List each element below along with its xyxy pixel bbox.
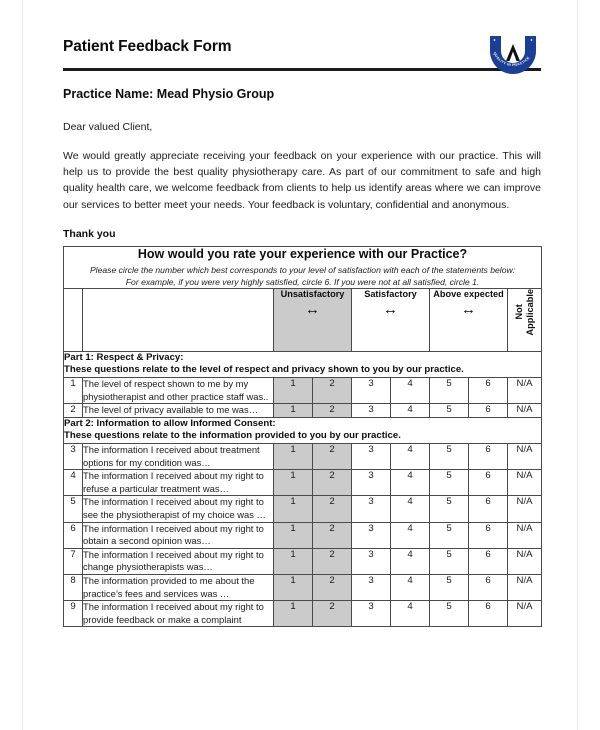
header-number-col (64, 288, 83, 351)
scale-header-above-expected (430, 288, 508, 351)
rating-option-4[interactable]: 4 (391, 574, 430, 600)
question-text: The level of respect shown to me by my physiotherapist and other practice staff was.. (83, 378, 274, 404)
rating-option-2[interactable]: 2 (313, 496, 352, 522)
title-divider (63, 68, 541, 71)
rating-option-1[interactable]: 1 (274, 470, 313, 496)
section-header-row (64, 417, 542, 443)
question-text: The level of privacy available to me was… (83, 404, 274, 418)
quality-in-practice-logo-icon (487, 32, 539, 78)
rating-option-4[interactable]: 4 (391, 496, 430, 522)
survey-instructions-line-1: Please circle the number which best corresponds to your level of satisfaction with each of the statements below: (89, 264, 516, 275)
rating-option-1[interactable]: 1 (274, 601, 313, 627)
section-header-cell (64, 417, 542, 443)
rating-option-4[interactable]: 4 (391, 443, 430, 469)
rating-option-na[interactable]: N/A (508, 470, 542, 496)
rating-option-3[interactable]: 3 (352, 601, 391, 627)
section-title: Part 1: Respect & Privacy: (64, 351, 184, 363)
rating-option-na[interactable]: N/A (508, 443, 542, 469)
question-text: The information I received about treatment options for my condition was… (83, 443, 274, 469)
rating-option-6[interactable]: 6 (469, 496, 508, 522)
rating-option-1[interactable]: 1 (274, 574, 313, 600)
rating-option-3[interactable]: 3 (352, 404, 391, 418)
rating-option-3[interactable]: 3 (352, 378, 391, 404)
survey-heading: How would you rate your experience with our Practice? (137, 246, 468, 261)
rating-option-5[interactable]: 5 (430, 574, 469, 600)
section-subtitle: These questions relate to the level of respect and privacy shown to you by our practice. (64, 364, 464, 376)
survey-instructions-line-2: For example, if you were very highly satisfied, circle 6. If you were not at all satisfied, circle 1. (125, 276, 480, 287)
intro-paragraph: We would greatly appreciate receiving your feedback on your experience with our practice. This will help us to provide the best quality physiotherapy care. As part of our commitment to safe and high quality health care, we welcome feedback from clients to help us identify areas where we can improve our services to better meet your needs. Your feedback is voluntary, confidential and anonymous. (63, 150, 541, 211)
table-row (64, 548, 542, 574)
closing-text: Thank you (63, 227, 116, 240)
scale-header-label: Satisfactory (364, 288, 417, 299)
table-row (64, 522, 542, 548)
rating-option-4[interactable]: 4 (391, 470, 430, 496)
scale-header-label: Above expected (433, 288, 504, 299)
rating-option-1[interactable]: 1 (274, 496, 313, 522)
double-arrow-icon: ↔ (305, 300, 320, 318)
rating-option-5[interactable]: 5 (430, 404, 469, 418)
double-arrow-icon: ↔ (383, 300, 398, 318)
question-text: The information I received about my right to obtain a second opinion was… (83, 522, 274, 548)
rating-option-4[interactable]: 4 (391, 378, 430, 404)
table-row (64, 404, 542, 418)
rating-option-1[interactable]: 1 (274, 548, 313, 574)
rating-option-na[interactable]: N/A (508, 404, 542, 418)
document-header (63, 0, 541, 68)
rating-option-na[interactable]: N/A (508, 574, 542, 600)
question-number: 6 (64, 522, 83, 548)
rating-option-5[interactable]: 5 (430, 378, 469, 404)
question-number: 7 (64, 548, 83, 574)
rating-option-6[interactable]: 6 (469, 404, 508, 418)
table-row (64, 443, 542, 469)
question-number: 9 (64, 601, 83, 627)
rating-option-2[interactable]: 2 (313, 470, 352, 496)
question-text: The information I received about my right to see the physiotherapist of my choice was … (83, 496, 274, 522)
rating-option-6[interactable]: 6 (469, 443, 508, 469)
na-label-line-2: Applicable (524, 288, 535, 336)
rating-option-5[interactable]: 5 (430, 601, 469, 627)
rating-option-6[interactable]: 6 (469, 522, 508, 548)
rating-option-4[interactable]: 4 (391, 601, 430, 627)
rating-option-4[interactable]: 4 (391, 548, 430, 574)
rating-option-na[interactable]: N/A (508, 601, 542, 627)
question-number: 5 (64, 496, 83, 522)
survey-title-cell (64, 246, 542, 288)
page-content (63, 0, 541, 627)
rating-option-1[interactable]: 1 (274, 378, 313, 404)
rating-option-4[interactable]: 4 (391, 404, 430, 418)
question-number: 8 (64, 574, 83, 600)
table-row (64, 574, 542, 600)
rating-option-3[interactable]: 3 (352, 496, 391, 522)
question-text: The information provided to me about the practice’s fees and services was … (83, 574, 274, 600)
rating-option-6[interactable]: 6 (469, 574, 508, 600)
question-number: 1 (64, 378, 83, 404)
scale-header-satisfactory (352, 288, 430, 351)
rating-option-5[interactable]: 5 (430, 443, 469, 469)
scale-header-unsatisfactory (274, 288, 352, 351)
rating-option-3[interactable]: 3 (352, 470, 391, 496)
question-number: 3 (64, 443, 83, 469)
rating-option-2[interactable]: 2 (313, 522, 352, 548)
rating-option-na[interactable]: N/A (508, 496, 542, 522)
page-title: Patient Feedback Form (63, 38, 232, 55)
practice-name: Practice Name: Mead Physio Group (63, 87, 275, 101)
table-row (64, 601, 542, 627)
table-row (64, 378, 542, 404)
rating-option-5[interactable]: 5 (430, 470, 469, 496)
rating-option-3[interactable]: 3 (352, 548, 391, 574)
section-header-row (64, 351, 542, 377)
not-applicable-label (514, 289, 536, 335)
question-number: 4 (64, 470, 83, 496)
rating-option-5[interactable]: 5 (430, 496, 469, 522)
table-row (64, 470, 542, 496)
rating-option-na[interactable]: N/A (508, 548, 542, 574)
rating-option-6[interactable]: 6 (469, 470, 508, 496)
double-arrow-icon: ↔ (461, 300, 476, 318)
rating-option-2[interactable]: 2 (313, 443, 352, 469)
rating-option-6[interactable]: 6 (469, 601, 508, 627)
question-text: The information I received about my right to provide feedback or make a complaint (83, 601, 274, 627)
rating-option-2[interactable]: 2 (313, 404, 352, 418)
question-text: The information I received about my right to change physiotherapists was… (83, 548, 274, 574)
document-page (22, 0, 578, 730)
rating-option-5[interactable]: 5 (430, 548, 469, 574)
rating-option-na[interactable]: N/A (508, 378, 542, 404)
rating-option-6[interactable]: 6 (469, 548, 508, 574)
section-title: Part 2: Information to allow Informed Consent: (64, 417, 276, 429)
salutation: Dear valued Client, (63, 121, 153, 133)
scale-header-not-applicable (508, 288, 542, 351)
question-number: 2 (64, 404, 83, 418)
rating-option-6[interactable]: 6 (469, 378, 508, 404)
rating-option-2[interactable]: 2 (313, 601, 352, 627)
rating-option-5[interactable]: 5 (430, 522, 469, 548)
rating-option-1[interactable]: 1 (274, 404, 313, 418)
table-row (64, 496, 542, 522)
survey-table (63, 246, 542, 627)
svg-text:QUALITY IN PRACTICE: QUALITY IN PRACTICE (492, 51, 531, 68)
rating-option-2[interactable]: 2 (313, 574, 352, 600)
survey-scale-header-row (64, 288, 542, 351)
section-subtitle: These questions relate to the information provided to you by our practice. (64, 430, 401, 442)
na-label-line-1: Not (513, 304, 524, 320)
rating-option-2[interactable]: 2 (313, 548, 352, 574)
header-question-col (83, 288, 274, 351)
rating-option-1[interactable]: 1 (274, 443, 313, 469)
rating-option-3[interactable]: 3 (352, 574, 391, 600)
rating-option-3[interactable]: 3 (352, 443, 391, 469)
question-text: The information I received about my right to refuse a particular treatment was… (83, 470, 274, 496)
rating-option-4[interactable]: 4 (391, 522, 430, 548)
section-header-cell (64, 351, 542, 377)
rating-option-3[interactable]: 3 (352, 522, 391, 548)
rating-option-1[interactable]: 1 (274, 522, 313, 548)
survey-title-row (64, 246, 542, 288)
rating-option-2[interactable]: 2 (313, 378, 352, 404)
rating-option-na[interactable]: N/A (508, 522, 542, 548)
scale-header-label: Unsatisfactory (280, 288, 345, 299)
